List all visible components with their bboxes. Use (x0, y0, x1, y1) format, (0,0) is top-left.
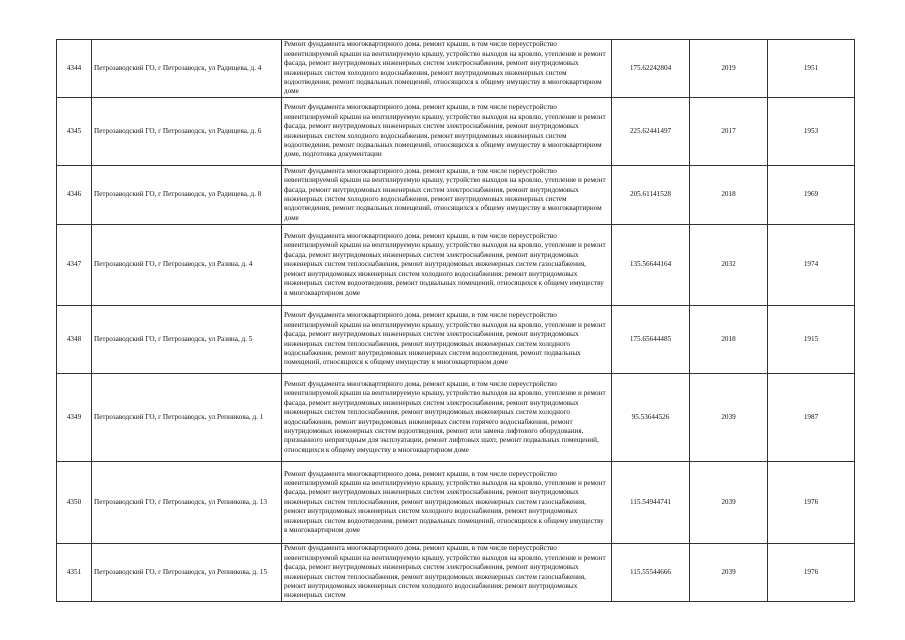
address-cell (92, 374, 282, 462)
build-year-cell-text: 1915 (803, 334, 819, 343)
repair-works-cell-text: Ремонт фундамента многоквартирного дома, ремонт крыши, в том числе переустройство невентилируемой крыши на вентилируемую крышу, устройство выходов на кровлю, утепление и ремонт фасада, ремонт внутридомовых инженерных систем электроснабжения, ремонт внутридомовых инженерных систем холодного водоснабжения, ремонт внутридомовых инженерных систем водоотведения, ремонт подвальных помещений, относящихся к общему имуществу в многоквартирном доме (284, 40, 606, 96)
address-cell (92, 98, 282, 166)
repair-works-cell (282, 166, 612, 225)
build-year-cell-text: 1953 (803, 126, 819, 135)
row-number-cell-text: 4347 (66, 260, 82, 269)
row-number-cell-text: 4351 (66, 567, 82, 576)
cost-value-cell (612, 462, 690, 544)
planned-year-cell-text: 2019 (721, 63, 736, 72)
cost-value-cell (612, 225, 690, 306)
row-number-cell-text: 4345 (66, 126, 82, 135)
repair-works-cell (282, 462, 612, 544)
build-year-cell (768, 306, 855, 374)
address-cell (92, 306, 282, 374)
address-cell (92, 166, 282, 225)
repair-works-cell (282, 225, 612, 306)
cost-value-cell-text: 225.62441497 (629, 126, 672, 135)
address-cell-text: Петрозаводский ГО, г Петрозаводск, ул Радищева, д. 8 (94, 190, 262, 199)
planned-year-cell-text: 2032 (721, 260, 736, 269)
cost-value-cell (612, 374, 690, 462)
row-number-cell (57, 98, 92, 166)
planned-year-cell-text: 2039 (721, 497, 736, 506)
row-number-cell-text: 4344 (66, 63, 82, 72)
cost-value-cell-text: 115.55544666 (629, 567, 672, 576)
row-number-cell-text: 4346 (66, 190, 82, 199)
build-year-cell (768, 462, 855, 544)
address-cell-text: Петрозаводский ГО, г Петрозаводск, ул Радищева, д. 6 (94, 126, 262, 135)
build-year-cell-text: 1974 (803, 260, 819, 269)
planned-year-cell (690, 225, 768, 306)
table-row (57, 166, 855, 225)
cost-value-cell-text: 95.53644526 (631, 412, 670, 421)
cost-value-cell-text: 175.65644485 (629, 334, 672, 343)
planned-year-cell-text: 2039 (721, 567, 736, 576)
planned-year-cell-text: 2017 (721, 126, 736, 135)
build-year-cell (768, 166, 855, 225)
table-row (57, 306, 855, 374)
row-number-cell (57, 306, 92, 374)
row-number-cell (57, 225, 92, 306)
repair-works-cell-text: Ремонт фундамента многоквартирного дома, ремонт крыши, в том числе переустройство невентилируемой крыши на вентилируемую крышу, устройство выходов на кровлю, утепление и ремонт фасада, ремонт внутридомовых инженерных систем электроснабжения, ремонт внутридомовых инженерных систем теплоснабжения, ремонт внутридомовых инженерных систем холодного водоснабжения, ремонт внутридомовых инженерных систем горячего водоснабжения, ремонт внутридомовых инженерных систем водоотведения, ремонт или замена лифтового оборудования, признанного непригодным для эксплуатации, ремонт лифтовых шахт, ремонт подвальных помещений, относящихся к общему имуществу в многоквартирном доме (284, 379, 606, 454)
table-row (57, 544, 855, 602)
housing-repair-table (56, 39, 855, 602)
address-cell-text: Петрозаводский ГО, г Петрозаводск, ул Репникова, д. 15 (94, 567, 267, 576)
planned-year-cell (690, 98, 768, 166)
table-row (57, 40, 855, 98)
row-number-cell-text: 4349 (66, 412, 82, 421)
repair-works-cell (282, 98, 612, 166)
row-number-cell (57, 544, 92, 602)
repair-works-cell (282, 544, 612, 602)
address-cell (92, 40, 282, 98)
address-cell-text: Петрозаводский ГО, г Петрозаводск, ул Разина, д. 5 (94, 334, 253, 343)
build-year-cell-text: 1976 (803, 497, 819, 506)
cost-value-cell (612, 40, 690, 98)
build-year-cell-text: 1976 (803, 567, 819, 576)
row-number-cell (57, 40, 92, 98)
table-row (57, 225, 855, 306)
cost-value-cell-text: 135.56644164 (629, 260, 672, 269)
table-row (57, 374, 855, 462)
planned-year-cell (690, 40, 768, 98)
planned-year-cell-text: 2018 (721, 334, 736, 343)
repair-works-cell-text: Ремонт фундамента многоквартирного дома, ремонт крыши, в том числе переустройство невентилируемой крыши на вентилируемую крышу, устройство выходов на кровлю, утепление и ремонт фасада, ремонт внутридомовых инженерных систем электроснабжения, ремонт внутридомовых инженерных систем холодного водоснабжения, ремонт внутридомовых инженерных систем водоотведения, ремонт подвальных помещений, относящихся к общему имуществу в многоквартирном доме, подготовка документации (284, 103, 606, 159)
build-year-cell-text: 1969 (803, 190, 819, 199)
table-row (57, 98, 855, 166)
address-cell-text: Петрозаводский ГО, г Петрозаводск, ул Репникова, д. 13 (94, 497, 267, 506)
repair-works-cell-text: Ремонт фундамента многоквартирного дома, ремонт крыши, в том числе переустройство невентилируемой крыши на вентилируемую крышу, устройство выходов на кровлю, утепление и ремонт фасада, ремонт внутридомовых инженерных систем электроснабжения, ремонт внутридомовых инженерных систем теплоснабжения, ремонт внутридомовых инженерных систем холодного водоснабжения, ремонт внутридомовых инженерных систем водоотведения, ремонт подвальных помещений, относящихся к общему имуществу в многоквартирном доме (284, 311, 606, 367)
build-year-cell (768, 374, 855, 462)
repair-works-cell-text: Ремонт фундамента многоквартирного дома, ремонт крыши, в том числе переустройство невентилируемой крыши на вентилируемую крышу, устройство выходов на кровлю, утепление и ремонт фасада, ремонт внутридомовых инженерных систем электроснабжения, ремонт внутридомовых инженерных систем теплоснабжения, ремонт внутридомовых инженерных систем газоснабжения, ремонт внутридомовых инженерных систем холодного водоснабжения, ремонт внутридомовых инженерных систем водоотведения, ремонт подвальных помещений, относящихся к общему имуществу в многоквартирном доме (284, 469, 606, 535)
planned-year-cell-text: 2039 (721, 412, 736, 421)
planned-year-cell (690, 374, 768, 462)
build-year-cell-text: 1951 (803, 63, 819, 72)
row-number-cell-text: 4348 (66, 334, 82, 343)
address-cell-text: Петрозаводский ГО, г Петрозаводск, ул Радищева, д. 4 (94, 63, 262, 72)
address-cell (92, 225, 282, 306)
cost-value-cell-text: 115.54944741 (629, 497, 672, 506)
planned-year-cell (690, 306, 768, 374)
table-row (57, 462, 855, 544)
address-cell (92, 544, 282, 602)
repair-works-cell-text: Ремонт фундамента многоквартирного дома, ремонт крыши, в том числе переустройство невентилируемой крыши на вентилируемую крышу, устройство выходов на кровлю, утепление и ремонт фасада, ремонт внутридомовых инженерных систем электроснабжения, ремонт внутридомовых инженерных систем теплоснабжения, ремонт внутридомовых инженерных систем газоснабжения, ремонт внутридомовых инженерных систем холодного водоснабжения, ремонт внутридомовых инженерных систем (284, 544, 606, 600)
row-number-cell-text: 4350 (66, 497, 82, 506)
planned-year-cell (690, 166, 768, 225)
build-year-cell (768, 98, 855, 166)
repair-works-cell (282, 374, 612, 462)
address-cell (92, 462, 282, 544)
cost-value-cell (612, 166, 690, 225)
build-year-cell (768, 40, 855, 98)
cost-value-cell (612, 306, 690, 374)
cost-value-cell-text: 175.62242804 (629, 63, 672, 72)
cost-value-cell-text: 205.61141528 (629, 190, 672, 199)
repair-works-cell (282, 40, 612, 98)
address-cell-text: Петрозаводский ГО, г Петрозаводск, ул Разина, д. 4 (94, 260, 253, 269)
cost-value-cell (612, 98, 690, 166)
repair-works-cell-text: Ремонт фундамента многоквартирного дома, ремонт крыши, в том числе переустройство невентилируемой крыши на вентилируемую крышу, устройство выходов на кровлю, утепление и ремонт фасада, ремонт внутридомовых инженерных систем электроснабжения, ремонт внутридомовых инженерных систем холодного водоснабжения, ремонт внутридомовых инженерных систем водоотведения, ремонт подвальных помещений, относящихся к общему имуществу в многоквартирном доме (284, 166, 606, 222)
row-number-cell (57, 462, 92, 544)
planned-year-cell (690, 462, 768, 544)
cost-value-cell (612, 544, 690, 602)
repair-works-cell (282, 306, 612, 374)
repair-works-cell-text: Ремонт фундамента многоквартирного дома, ремонт крыши, в том числе переустройство невентилируемой крыши на вентилируемую крышу, устройство выходов на кровлю, утепление и ремонт фасада, ремонт внутридомовых инженерных систем электроснабжения, ремонт внутридомовых инженерных систем теплоснабжения, ремонт внутридомовых инженерных систем газоснабжения, ремонт внутридомовых инженерных систем холодного водоснабжения, ремонт внутридомовых инженерных систем водоотведения, ремонт подвальных помещений, относящихся к общему имуществу в многоквартирном доме (284, 232, 606, 297)
planned-year-cell-text: 2018 (721, 190, 736, 199)
address-cell-text: Петрозаводский ГО, г Петрозаводск, ул Репникова, д. 1 (94, 412, 264, 421)
build-year-cell (768, 225, 855, 306)
table-body (57, 40, 855, 602)
row-number-cell (57, 166, 92, 225)
row-number-cell (57, 374, 92, 462)
planned-year-cell (690, 544, 768, 602)
build-year-cell (768, 544, 855, 602)
build-year-cell-text: 1987 (803, 412, 819, 421)
